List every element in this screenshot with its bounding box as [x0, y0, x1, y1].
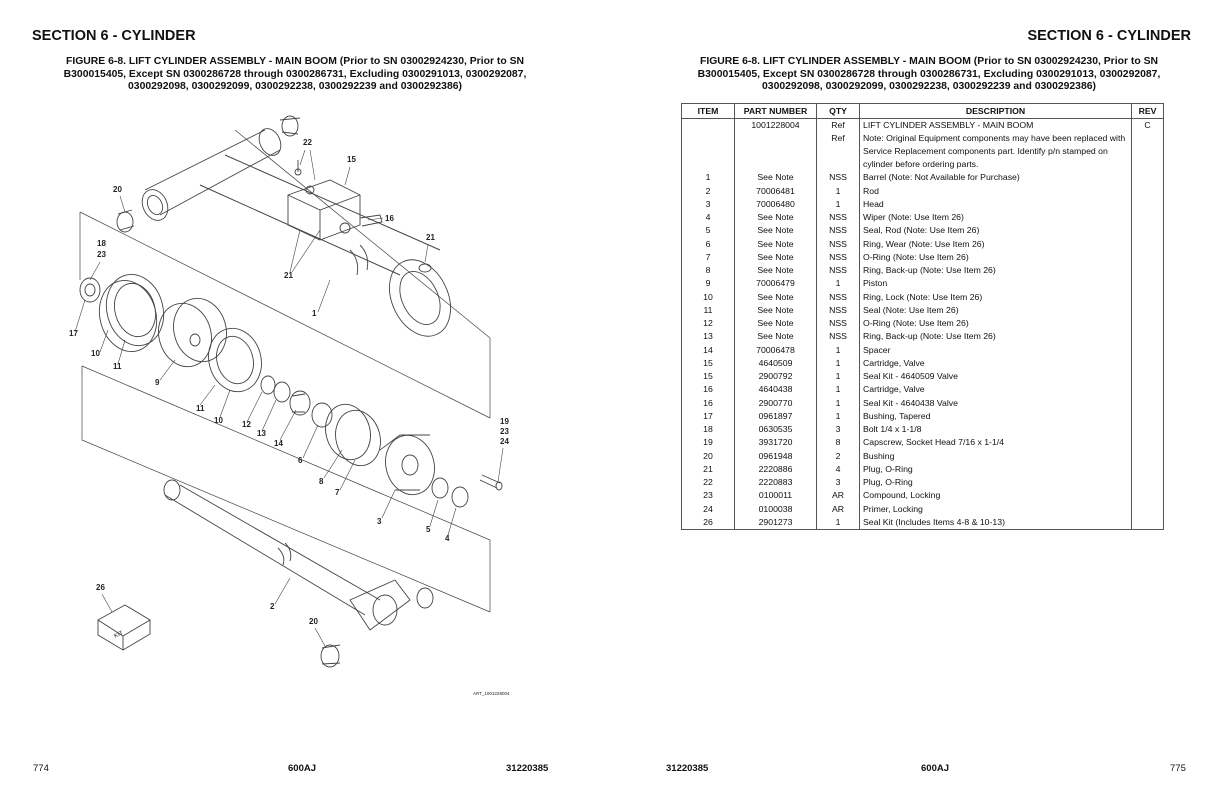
rev-cell [1132, 463, 1164, 476]
part-number-cell: See Note [735, 291, 817, 304]
rev-cell [1132, 330, 1164, 343]
description-cell: Seal Kit - 4640438 Valve [860, 397, 1132, 410]
callout-label: 21 [284, 271, 293, 280]
column-header: DESCRIPTION [860, 104, 1132, 119]
table-row [682, 436, 1164, 449]
description-cell: Plug, O-Ring [860, 463, 1132, 476]
callout-label: 8 [319, 477, 324, 486]
figure-title-line: B300015405, Except SN 0300286728 through 0300286731, Excluding 0300291013, 0300292087, [63, 68, 527, 80]
table-row [682, 264, 1164, 277]
description-cell: Piston [860, 277, 1132, 290]
column-header: PART NUMBER [735, 104, 817, 119]
rev-cell [1132, 344, 1164, 357]
item-cell [682, 132, 735, 171]
rev-cell [1132, 211, 1164, 224]
item-cell: 8 [682, 264, 735, 277]
callout-label: 11 [196, 404, 205, 413]
callout-label: 20 [309, 617, 318, 626]
part-number-cell: See Note [735, 264, 817, 277]
part-number-cell: 70006481 [735, 185, 817, 198]
item-cell: 15 [682, 357, 735, 370]
part-number-cell: See Note [735, 304, 817, 317]
table-row [682, 171, 1164, 184]
qty-cell: NSS [817, 304, 860, 317]
rev-cell [1132, 450, 1164, 463]
kit-box-label: KIT [113, 630, 125, 640]
rev-cell [1132, 503, 1164, 516]
part-number-cell: 0961897 [735, 410, 817, 423]
callout-label: 21 [426, 233, 435, 242]
item-cell: 21 [682, 463, 735, 476]
description-cell: Cartridge, Valve [860, 383, 1132, 396]
qty-cell: 2 [817, 450, 860, 463]
section-title-left: SECTION 6 - CYLINDER [32, 28, 196, 44]
rev-cell [1132, 397, 1164, 410]
doc-number-right: 31220385 [666, 763, 709, 774]
item-cell: 2 [682, 185, 735, 198]
table-row [682, 330, 1164, 343]
description-cell: Ring, Lock (Note: Use Item 26) [860, 291, 1132, 304]
table-row [682, 185, 1164, 198]
description-cell: Rod [860, 185, 1132, 198]
description-cell: LIFT CYLINDER ASSEMBLY - MAIN BOOM [860, 119, 1132, 133]
table-row [682, 344, 1164, 357]
callout-label: 2 [270, 602, 275, 611]
callout-label: 10 [91, 349, 100, 358]
table-row [682, 423, 1164, 436]
part-number-cell: 70006479 [735, 277, 817, 290]
description-cell: Compound, Locking [860, 489, 1132, 502]
table-row [682, 397, 1164, 410]
item-cell: 13 [682, 330, 735, 343]
qty-cell: NSS [817, 224, 860, 237]
parts-table [681, 103, 1164, 530]
page-number-right: 775 [1170, 763, 1186, 774]
rev-cell [1132, 224, 1164, 237]
part-number-cell: 2900770 [735, 397, 817, 410]
qty-cell: NSS [817, 211, 860, 224]
item-cell: 19 [682, 436, 735, 449]
description-cell: Capscrew, Socket Head 7/16 x 1-1/4 [860, 436, 1132, 449]
part-number-cell: See Note [735, 171, 817, 184]
rev-cell [1132, 516, 1164, 530]
item-cell: 24 [682, 503, 735, 516]
qty-cell: NSS [817, 264, 860, 277]
description-cell: Wiper (Note: Use Item 26) [860, 211, 1132, 224]
part-number-cell: 2220883 [735, 476, 817, 489]
table-row [682, 503, 1164, 516]
callout-label: 1 [312, 309, 317, 318]
qty-cell: 1 [817, 198, 860, 211]
callout-label: 3 [377, 517, 382, 526]
qty-cell: 1 [817, 357, 860, 370]
rev-cell [1132, 238, 1164, 251]
qty-cell: 1 [817, 185, 860, 198]
rev-cell [1132, 357, 1164, 370]
table-row [682, 238, 1164, 251]
callout-label: 18 [97, 239, 106, 248]
column-header: REV [1132, 104, 1164, 119]
rev-cell [1132, 317, 1164, 330]
description-cell: Primer, Locking [860, 503, 1132, 516]
rev-cell [1132, 304, 1164, 317]
page-number-left: 774 [33, 763, 49, 774]
qty-cell: AR [817, 489, 860, 502]
callout-label: 7 [335, 488, 340, 497]
table-row [682, 304, 1164, 317]
part-number-cell: See Note [735, 251, 817, 264]
callout-label: 23 [97, 250, 106, 259]
table-row [682, 119, 1164, 133]
item-cell: 23 [682, 489, 735, 502]
rev-cell [1132, 264, 1164, 277]
rev-cell [1132, 251, 1164, 264]
description-cell: Bushing [860, 450, 1132, 463]
column-header: QTY [817, 104, 860, 119]
callout-label: 22 [303, 138, 312, 147]
section-title-right: SECTION 6 - CYLINDER [1027, 28, 1191, 44]
description-cell: Ring, Back-up (Note: Use Item 26) [860, 264, 1132, 277]
item-cell: 22 [682, 476, 735, 489]
rev-cell: C [1132, 119, 1164, 133]
table-row [682, 198, 1164, 211]
item-cell: 11 [682, 304, 735, 317]
part-number-cell: See Note [735, 224, 817, 237]
table-row [682, 383, 1164, 396]
table-row [682, 450, 1164, 463]
callout-label: 6 [298, 456, 303, 465]
rev-cell [1132, 370, 1164, 383]
callout-label: 5 [426, 525, 431, 534]
item-cell: 1 [682, 171, 735, 184]
item-cell: 20 [682, 450, 735, 463]
model-right: 600AJ [921, 763, 949, 774]
item-cell: 17 [682, 410, 735, 423]
qty-cell: 1 [817, 410, 860, 423]
figure-title-line: 0300292098, 0300292099, 0300292238, 0300292239 and 0300292386) [762, 81, 1096, 92]
item-cell: 6 [682, 238, 735, 251]
qty-cell: NSS [817, 330, 860, 343]
qty-cell: NSS [817, 238, 860, 251]
column-header: ITEM [682, 104, 735, 119]
table-header-row [682, 104, 1164, 119]
description-cell: Seal Kit - 4640509 Valve [860, 370, 1132, 383]
item-cell: 16 [682, 397, 735, 410]
callout-label: 14 [274, 439, 283, 448]
qty-cell: Ref [817, 119, 860, 133]
description-cell: Ring, Back-up (Note: Use Item 26) [860, 330, 1132, 343]
callout-label: 24 [500, 437, 509, 446]
description-cell: Plug, O-Ring [860, 476, 1132, 489]
item-cell: 15 [682, 370, 735, 383]
item-cell: 14 [682, 344, 735, 357]
qty-cell: 3 [817, 423, 860, 436]
model-left: 600AJ [288, 763, 316, 774]
table-row [682, 476, 1164, 489]
callout-label: 20 [113, 185, 122, 194]
art-code: ART_1001228004 [473, 691, 510, 696]
rev-cell [1132, 410, 1164, 423]
part-number-cell: 2901273 [735, 516, 817, 530]
description-cell: Bushing, Tapered [860, 410, 1132, 423]
figure-title-line: FIGURE 6-8. LIFT CYLINDER ASSEMBLY - MAIN BOOM (Prior to SN 03002924230, Prior to SN [65, 56, 525, 67]
qty-cell: 1 [817, 277, 860, 290]
item-cell [682, 119, 735, 133]
table-row [682, 224, 1164, 237]
qty-cell: 3 [817, 476, 860, 489]
table-row [682, 317, 1164, 330]
figure-title-line: B300015405, Except SN 0300286728 through 0300286731, Excluding 0300291013, 0300292087, [697, 68, 1161, 80]
description-cell: Head [860, 198, 1132, 211]
description-cell: Seal Kit (Includes Items 4-8 & 10-13) [860, 516, 1132, 530]
table-row [682, 463, 1164, 476]
description-cell: Spacer [860, 344, 1132, 357]
rev-cell [1132, 291, 1164, 304]
part-number-cell: 2900792 [735, 370, 817, 383]
item-cell: 3 [682, 198, 735, 211]
rev-cell [1132, 423, 1164, 436]
table-row [682, 357, 1164, 370]
table-row [682, 489, 1164, 502]
callout-label: 26 [96, 583, 105, 592]
part-number-cell: 0100011 [735, 489, 817, 502]
description-cell: O-Ring (Note: Use Item 26) [860, 251, 1132, 264]
qty-cell: AR [817, 503, 860, 516]
table-row [682, 410, 1164, 423]
qty-cell: NSS [817, 251, 860, 264]
table-row [682, 516, 1164, 530]
qty-cell: 4 [817, 463, 860, 476]
callout-label: 15 [347, 155, 356, 164]
description-cell: Cartridge, Valve [860, 357, 1132, 370]
callout-label: 9 [155, 378, 160, 387]
callout-label: 4 [445, 534, 450, 543]
rev-cell [1132, 476, 1164, 489]
qty-cell: 1 [817, 516, 860, 530]
part-number-cell: See Note [735, 211, 817, 224]
item-cell: 10 [682, 291, 735, 304]
callout-label: 12 [242, 420, 251, 429]
rev-cell [1132, 489, 1164, 502]
qty-cell: 1 [817, 383, 860, 396]
qty-cell: NSS [817, 291, 860, 304]
rev-cell [1132, 277, 1164, 290]
callout-label: 23 [500, 427, 509, 436]
table-row [682, 132, 1164, 171]
part-number-cell: 0630535 [735, 423, 817, 436]
part-number-cell: 70006480 [735, 198, 817, 211]
callout-label: 19 [500, 417, 509, 426]
rev-cell [1132, 171, 1164, 184]
qty-cell: 1 [817, 370, 860, 383]
rev-cell [1132, 436, 1164, 449]
description-cell: Barrel (Note: Not Available for Purchase) [860, 171, 1132, 184]
part-number-cell: 4640509 [735, 357, 817, 370]
description-cell: Seal, Rod (Note: Use Item 26) [860, 224, 1132, 237]
item-cell: 18 [682, 423, 735, 436]
callout-label: 16 [385, 214, 394, 223]
figure-title-line: 0300292098, 0300292099, 0300292238, 0300292239 and 0300292386) [128, 81, 462, 92]
figure-title-right [664, 56, 1194, 94]
qty-cell: Ref [817, 132, 860, 171]
callout-label: 17 [69, 329, 78, 338]
description-cell: Bolt 1/4 x 1-1/8 [860, 423, 1132, 436]
qty-cell: 1 [817, 397, 860, 410]
rev-cell [1132, 132, 1164, 171]
part-number-cell [735, 132, 817, 171]
part-number-cell: 0961948 [735, 450, 817, 463]
exploded-view-diagram [0, 95, 600, 715]
doc-number-left: 31220385 [506, 763, 549, 774]
item-cell: 9 [682, 277, 735, 290]
callout-labels [69, 138, 509, 626]
table-row [682, 291, 1164, 304]
rev-cell [1132, 185, 1164, 198]
callout-label: 10 [214, 416, 223, 425]
rev-cell [1132, 383, 1164, 396]
table-row [682, 211, 1164, 224]
part-number-cell: 2220886 [735, 463, 817, 476]
part-number-cell: See Note [735, 238, 817, 251]
description-cell: O-Ring (Note: Use Item 26) [860, 317, 1132, 330]
part-number-cell: 1001228004 [735, 119, 817, 133]
table-row [682, 277, 1164, 290]
part-number-cell: 70006478 [735, 344, 817, 357]
item-cell: 7 [682, 251, 735, 264]
table-row [682, 251, 1164, 264]
description-cell: Ring, Wear (Note: Use Item 26) [860, 238, 1132, 251]
table-row [682, 370, 1164, 383]
part-number-cell: See Note [735, 330, 817, 343]
item-cell: 12 [682, 317, 735, 330]
figure-title-left [30, 56, 560, 94]
part-number-cell: 3931720 [735, 436, 817, 449]
item-cell: 26 [682, 516, 735, 530]
figure-title-line: FIGURE 6-8. LIFT CYLINDER ASSEMBLY - MAIN BOOM (Prior to SN 03002924230, Prior to SN [699, 56, 1159, 67]
qty-cell: NSS [817, 317, 860, 330]
qty-cell: 8 [817, 436, 860, 449]
part-number-cell: See Note [735, 317, 817, 330]
qty-cell: NSS [817, 171, 860, 184]
item-cell: 4 [682, 211, 735, 224]
description-cell: Seal (Note: Use Item 26) [860, 304, 1132, 317]
item-cell: 5 [682, 224, 735, 237]
item-cell: 16 [682, 383, 735, 396]
rev-cell [1132, 198, 1164, 211]
part-number-cell: 4640438 [735, 383, 817, 396]
callout-label: 13 [257, 429, 266, 438]
qty-cell: 1 [817, 344, 860, 357]
description-cell: Note: Original Equipment components may have been replaced with Service Replacement components part. Identify p/n stamped on cylinder before ordering parts. [860, 132, 1132, 171]
part-number-cell: 0100038 [735, 503, 817, 516]
callout-label: 11 [113, 362, 122, 371]
